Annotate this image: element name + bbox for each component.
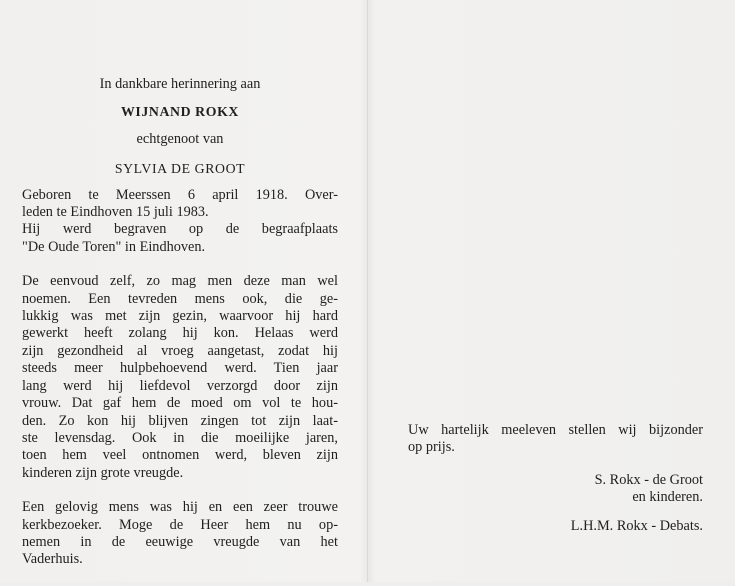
intro-line: In dankbare herinnering aan bbox=[99, 76, 261, 92]
faith-paragraph bbox=[22, 499, 338, 569]
thanks-line: op prijs. bbox=[408, 439, 455, 456]
signature-children: en kinderen. bbox=[632, 489, 703, 506]
biography-line: "De Oude Toren" in Eindhoven. bbox=[22, 238, 206, 255]
biography-line: leden te Eindhoven 15 juli 1983. bbox=[22, 204, 209, 221]
tribute-line: zijn gezondheid al vroeg aangetast, zodat hij bbox=[22, 342, 338, 359]
tribute-line: den. Zo kon hij blijven zingen tot zijn laat- bbox=[22, 412, 338, 429]
tribute-line: vrouw. Dat gaf hem de moed om vol te hou- bbox=[22, 395, 338, 412]
card-fold-line bbox=[367, 0, 368, 582]
tribute-line: gewerkt heeft zolang hij kon. Helaas werd bbox=[22, 325, 338, 342]
faith-line: nemen in de eeuwige vreugde van het bbox=[22, 533, 338, 550]
deceased-name: WIJNAND ROKX bbox=[121, 104, 239, 120]
thanks-line: Uw hartelijk meeleven stellen wij bijzonder bbox=[408, 422, 703, 438]
tribute-line: De eenvoud zelf, zo mag men deze man wel bbox=[22, 273, 338, 290]
biography-line: Hij werd begraven op de begraafplaats bbox=[22, 221, 338, 238]
biography-line: Geboren te Meerssen 6 april 1918. Over- bbox=[22, 186, 338, 203]
biography-paragraph bbox=[22, 187, 338, 257]
tribute-line: toen hem veel ontnomen werd, bleven zijn bbox=[22, 447, 338, 464]
tribute-line: lukkig was met zijn gezin, waarvoor hij hard bbox=[22, 308, 338, 325]
faith-line: Een gelovig mens was hij en een zeer trouwe bbox=[22, 499, 338, 516]
thanks-panel bbox=[408, 422, 703, 535]
tribute-line: steeds meer hulpbehoevend werd. Tien jaar bbox=[22, 360, 338, 377]
tribute-line: kinderen zijn grote vreugde. bbox=[22, 464, 184, 481]
signature-relative: L.H.M. Rokx - Debats. bbox=[570, 517, 703, 534]
spouse-name: SYLVIA DE GROOT bbox=[114, 161, 246, 177]
signature-family: S. Rokx - de Groot bbox=[594, 471, 703, 488]
faith-line: kerkbezoeker. Moge de Heer hem nu op- bbox=[22, 516, 338, 533]
spouse-label: echtgenoot van bbox=[136, 130, 224, 147]
faith-line: Vaderhuis. bbox=[22, 551, 83, 568]
tribute-line: noemen. Een tevreden mens ook, die ge- bbox=[22, 290, 338, 307]
tribute-paragraph bbox=[22, 273, 338, 482]
memorial-text-panel bbox=[22, 76, 338, 586]
thanks-message bbox=[408, 422, 703, 457]
tribute-line: ste levensdag. Ook in die moeilijke jaren, bbox=[22, 429, 338, 446]
tribute-line: lang werd hij liefdevol verzorgd door zijn bbox=[22, 377, 338, 394]
